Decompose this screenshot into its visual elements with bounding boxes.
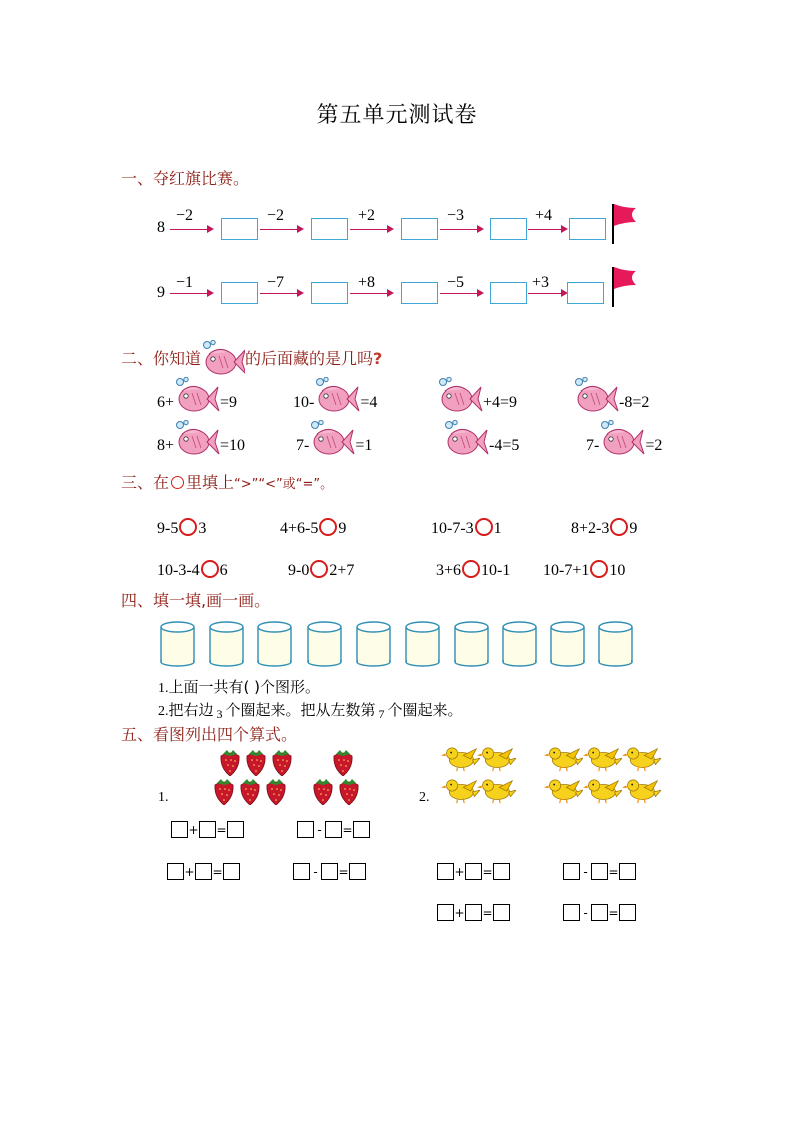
strawberry-icon xyxy=(331,748,355,776)
arrow xyxy=(170,293,212,294)
compare-left: 8+2-3 xyxy=(571,520,610,537)
section-1-heading: 一、夺红旗比赛。 xyxy=(121,169,250,188)
compare-left: 4+6-5 xyxy=(280,520,319,537)
plus-sign: + xyxy=(188,822,199,837)
compare-circle[interactable] xyxy=(201,560,219,578)
answer-box[interactable] xyxy=(437,904,454,921)
answer-box[interactable] xyxy=(401,282,438,304)
question-value: 7 xyxy=(378,707,385,721)
arrow xyxy=(440,229,482,230)
minus-sign: - xyxy=(583,905,588,920)
strawberry-icon xyxy=(244,748,268,776)
equation-right: -8=2 xyxy=(619,394,650,411)
compare-item xyxy=(280,518,346,538)
cylinder-icon[interactable] xyxy=(502,620,538,668)
minus-sign: - xyxy=(313,864,318,879)
equation-left: 7- xyxy=(296,437,310,454)
equation-addition xyxy=(171,821,244,838)
fish-equation xyxy=(157,420,245,458)
bird-icon xyxy=(440,745,480,775)
compare-right: 2+7 xyxy=(329,562,355,579)
fish-equation xyxy=(157,377,237,415)
equation-right: =4 xyxy=(360,394,378,411)
equals-sign: = xyxy=(482,905,493,920)
answer-box[interactable] xyxy=(297,821,314,838)
cylinder-icon[interactable] xyxy=(598,620,634,668)
compare-left: 9-5 xyxy=(157,520,179,537)
operation-label: +8 xyxy=(358,274,376,291)
bird-icon xyxy=(543,777,583,807)
compare-left: 10-3-4 xyxy=(157,562,200,579)
answer-box[interactable] xyxy=(493,863,510,880)
answer-box[interactable] xyxy=(437,863,454,880)
bird-icon xyxy=(476,745,516,775)
equation-subtraction xyxy=(563,904,636,921)
compare-item xyxy=(157,518,206,538)
cylinder-icon[interactable] xyxy=(257,620,293,668)
answer-box[interactable] xyxy=(490,218,527,240)
fish-icon xyxy=(174,420,220,458)
compare-right: 10 xyxy=(609,562,626,579)
compare-item xyxy=(431,518,502,538)
fish-icon xyxy=(201,340,245,376)
bird-icon xyxy=(621,745,661,775)
answer-box[interactable] xyxy=(619,904,636,921)
fish-icon xyxy=(573,377,619,415)
equation-right: =9 xyxy=(220,394,238,411)
arrow xyxy=(528,229,566,230)
compare-left: 10-7+1 xyxy=(543,562,590,579)
compare-right: 3 xyxy=(198,520,207,537)
red-flag-icon xyxy=(610,202,640,246)
fish-icon xyxy=(437,377,483,415)
fish-equation xyxy=(443,420,519,458)
arrow xyxy=(440,293,482,294)
bird-icon xyxy=(621,777,661,807)
section-3-heading xyxy=(121,470,333,493)
question-number: 2. xyxy=(158,704,169,719)
answer-box[interactable] xyxy=(171,821,188,838)
compare-right: 1 xyxy=(493,520,502,537)
operation-label: −3 xyxy=(447,207,465,224)
compare-item xyxy=(571,518,637,538)
equals-sign: = xyxy=(212,864,223,879)
bird-icon xyxy=(582,777,622,807)
strawberry-icon xyxy=(238,777,262,805)
cylinder-icon[interactable] xyxy=(454,620,490,668)
answer-box[interactable] xyxy=(563,904,580,921)
bird-icon xyxy=(543,745,583,775)
operation-label: −7 xyxy=(267,274,285,291)
question-text: 个圈起来。 xyxy=(387,701,463,719)
fish-equation xyxy=(296,420,372,458)
answer-box[interactable] xyxy=(195,863,212,880)
plus-sign: + xyxy=(184,864,195,879)
fish-icon xyxy=(314,377,360,415)
fish-equation xyxy=(573,377,649,415)
strawberry-icon xyxy=(218,748,242,776)
compare-left: 10-7-3 xyxy=(431,520,474,537)
equation-left: 6+ xyxy=(157,394,175,411)
bird-icon xyxy=(476,777,516,807)
compare-right: 6 xyxy=(219,562,228,579)
operation-label: −5 xyxy=(447,274,465,291)
equation-right: =1 xyxy=(355,437,373,454)
answer-box[interactable] xyxy=(401,218,438,240)
equation-addition xyxy=(437,863,510,880)
equation-addition xyxy=(437,904,510,921)
compare-item xyxy=(288,560,354,580)
operation-label: −2 xyxy=(176,207,194,224)
compare-circle[interactable] xyxy=(310,560,328,578)
question-mark: ? xyxy=(373,349,383,368)
answer-box[interactable] xyxy=(465,863,482,880)
operation-label: +4 xyxy=(535,207,553,224)
equals-sign: = xyxy=(608,864,619,879)
heading-text: 三、在 xyxy=(121,473,170,492)
equation-addition xyxy=(167,863,240,880)
section-5-heading: 五、看图列出四个算式。 xyxy=(121,725,298,744)
compare-left: 9-0 xyxy=(288,562,310,579)
minus-sign: - xyxy=(583,864,588,879)
equation-subtraction xyxy=(293,863,366,880)
operation-label: +3 xyxy=(532,274,550,291)
minus-sign: - xyxy=(317,822,322,837)
answer-box[interactable] xyxy=(465,904,482,921)
fish-equation xyxy=(437,377,517,415)
answer-box[interactable] xyxy=(311,218,348,240)
page-title: 第五单元测试卷 xyxy=(316,103,478,128)
answer-box[interactable] xyxy=(591,863,608,880)
strawberry-icon xyxy=(270,748,294,776)
equation-right: +4=9 xyxy=(483,394,518,411)
answer-box[interactable] xyxy=(311,282,348,304)
arrow xyxy=(350,293,392,294)
answer-box[interactable] xyxy=(353,821,370,838)
answer-box[interactable] xyxy=(221,218,258,240)
question-number: 1. xyxy=(158,681,169,696)
arrow xyxy=(260,293,302,294)
compare-circle[interactable] xyxy=(462,560,480,578)
cylinder-icon[interactable] xyxy=(550,620,586,668)
compare-circle[interactable] xyxy=(319,518,337,536)
answer-box[interactable] xyxy=(325,821,342,838)
compare-item xyxy=(157,560,228,580)
answer-box[interactable] xyxy=(569,218,606,240)
answer-box[interactable] xyxy=(293,863,310,880)
answer-box[interactable] xyxy=(563,863,580,880)
answer-box[interactable] xyxy=(223,863,240,880)
answer-box[interactable] xyxy=(221,282,258,304)
equals-sign: = xyxy=(338,864,349,879)
operation-label: −1 xyxy=(176,274,194,291)
heading-text: 二、你知道 xyxy=(121,349,202,368)
answer-box[interactable] xyxy=(493,904,510,921)
heading-text: 里填上 xyxy=(186,473,235,492)
bird-icon xyxy=(440,777,480,807)
compare-right: 10-1 xyxy=(481,562,511,579)
equation-right: =2 xyxy=(645,437,663,454)
picture-1-label: 1. xyxy=(158,790,169,805)
question-text: 把右边 xyxy=(168,701,214,719)
compare-circle[interactable] xyxy=(610,518,628,536)
arrow xyxy=(260,229,302,230)
equals-sign: = xyxy=(342,822,353,837)
fish-icon xyxy=(599,420,645,458)
plus-sign: + xyxy=(454,905,465,920)
compare-circle[interactable] xyxy=(590,560,608,578)
fish-equation xyxy=(293,377,377,415)
fish-icon xyxy=(174,377,220,415)
question-text: 上面一共有( )个图形。 xyxy=(168,678,320,696)
strawberry-icon xyxy=(264,777,288,805)
equals-sign: = xyxy=(482,864,493,879)
compare-circle[interactable] xyxy=(475,518,493,536)
strawberry-icon xyxy=(212,777,236,805)
equals-sign: = xyxy=(608,905,619,920)
arrow xyxy=(350,229,392,230)
answer-box[interactable] xyxy=(199,821,216,838)
equation-left: 8+ xyxy=(157,437,175,454)
circle-icon xyxy=(171,476,184,489)
answer-box[interactable] xyxy=(349,863,366,880)
compare-right: 9 xyxy=(338,520,347,537)
question-value: 3 xyxy=(216,707,223,721)
equation-left: 7- xyxy=(586,437,600,454)
compare-right: 9 xyxy=(629,520,638,537)
fish-icon xyxy=(309,420,355,458)
cylinder-icon[interactable] xyxy=(356,620,392,668)
strawberry-icon xyxy=(337,777,361,805)
answer-box[interactable] xyxy=(490,282,527,304)
equation-subtraction xyxy=(563,863,636,880)
operation-label: +2 xyxy=(358,207,376,224)
strawberry-icon xyxy=(311,777,335,805)
compare-left: 3+6 xyxy=(436,562,462,579)
heading-symbols: “>”“<”或“=”。 xyxy=(234,477,334,492)
bird-icon xyxy=(582,745,622,775)
question-2 xyxy=(158,699,463,722)
equation-right: =10 xyxy=(220,437,246,454)
section-4-heading: 四、填一填,画一画。 xyxy=(121,591,271,610)
cylinder-icon[interactable] xyxy=(209,620,245,668)
equation-right: -4=5 xyxy=(489,437,520,454)
answer-box[interactable] xyxy=(227,821,244,838)
start-number: 9 xyxy=(157,284,165,301)
plus-sign: + xyxy=(454,864,465,879)
picture-2-label: 2. xyxy=(419,790,430,805)
answer-box[interactable] xyxy=(591,904,608,921)
section-2-heading xyxy=(121,340,382,376)
answer-box[interactable] xyxy=(167,863,184,880)
answer-box[interactable] xyxy=(567,282,604,304)
equals-sign: = xyxy=(216,822,227,837)
arrow xyxy=(528,293,566,294)
arrow xyxy=(170,229,212,230)
fish-equation xyxy=(586,420,662,458)
equation-left: 10- xyxy=(293,394,315,411)
equation-subtraction xyxy=(297,821,370,838)
question-1 xyxy=(158,676,320,697)
question-text: 个圈起来。把从左数第 xyxy=(225,701,376,719)
cylinder-icon[interactable] xyxy=(405,620,441,668)
compare-circle[interactable] xyxy=(179,518,197,536)
fish-icon xyxy=(443,420,489,458)
compare-item xyxy=(543,560,625,580)
operation-label: −2 xyxy=(267,207,285,224)
heading-text: 的后面藏的是几吗 xyxy=(245,349,374,368)
red-flag-icon xyxy=(610,265,640,309)
start-number: 8 xyxy=(157,219,165,236)
answer-box[interactable] xyxy=(321,863,338,880)
answer-box[interactable] xyxy=(619,863,636,880)
cylinder-icon[interactable] xyxy=(160,620,196,668)
cylinder-icon[interactable] xyxy=(307,620,343,668)
compare-item xyxy=(436,560,510,580)
